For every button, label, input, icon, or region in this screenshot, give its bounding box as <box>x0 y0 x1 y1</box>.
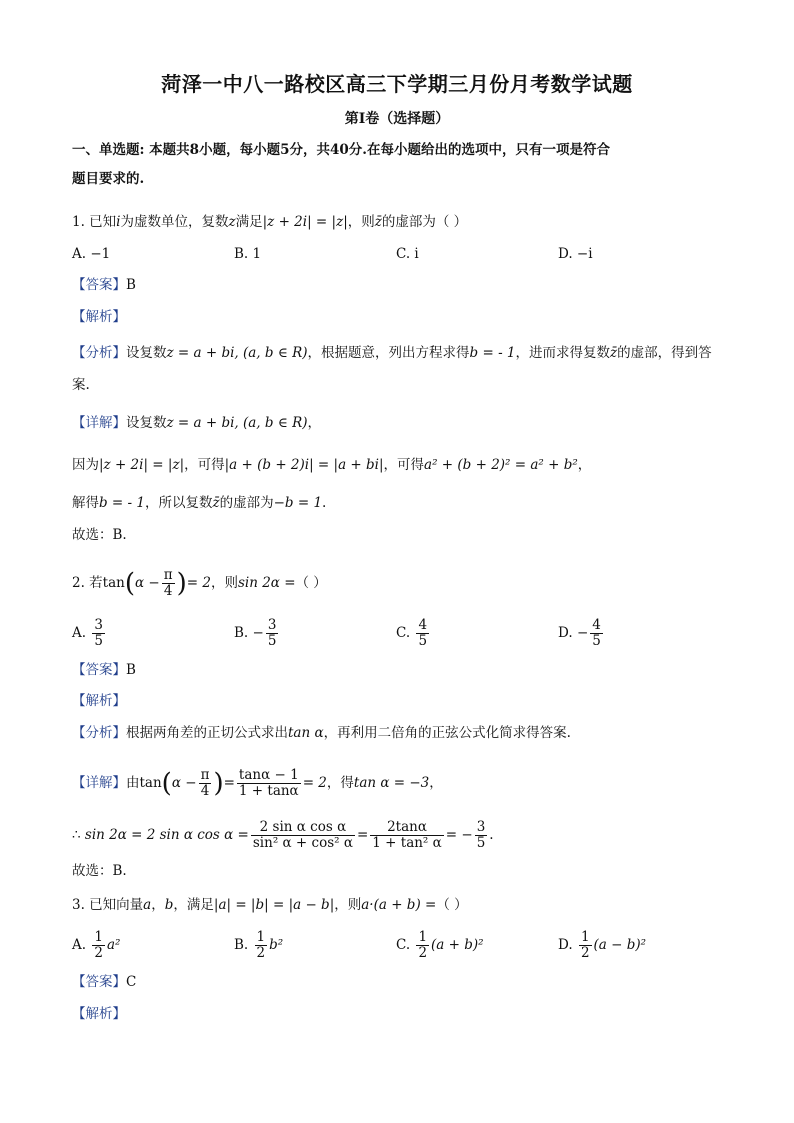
q2-analysis-label: 【解析】 <box>72 693 126 709</box>
q1-because: 因为|z + 2i| = |z|，可得|a + (b + 2)i| = |a + bi|，可得a² + (b + 2)² = a² + b²， <box>72 457 592 473</box>
q1-choose: 故选：B. <box>72 527 127 543</box>
q2-answer: 【答案】B <box>72 662 136 678</box>
q2-stem: 2. 若tan(α − $\frac{\pi}{4}$ )= 2，则sin 2α =（ ） <box>72 567 327 599</box>
q2-fenxi: 【分析】根据两角差的正切公式求出tan α，再利用二倍角的正弦公式化简求得答案. <box>72 725 571 741</box>
q2-option-d: D. − $\frac{4}{5}$ <box>558 617 601 649</box>
q1-answer: 【答案】B <box>72 277 136 293</box>
q1-fenxi-cont: 案. <box>72 377 90 393</box>
q3-option-d: D. $\frac{1}{2}$ (a − b)² <box>558 929 647 961</box>
q1-fenxi: 【分析】设复数z = a + bi, (a, b ∈ R)，根据题意，列出方程求得b = - 1，进而求得复数z̄的虚部，得到答 <box>72 345 712 361</box>
q3-analysis-label: 【解析】 <box>72 1006 126 1022</box>
q3-option-a: A. $\frac{1}{2}$ a² <box>72 929 121 961</box>
q2-sin-derivation: ∴ sin 2α = 2 sin α cos α = $\frac{\text{2 sin α cos α}}{\text{sin² α + cos² α}}$ = $\frac{2\tan\alpha}{\text{1 + tan² α}}$ = − $\frac{3}{5}$ . <box>72 819 494 851</box>
q2-detail: 【详解】由tan(α − $\frac{\pi}{4}$ )= $\frac{\tan\alpha - 1}{1 + \tan\alpha}$ = 2，得tan α = −3， <box>72 767 443 799</box>
q3-option-b: B. $\frac{1}{2}$ b² <box>234 929 284 961</box>
page-title: 菏泽一中八一路校区高三下学期三月份月考数学试题 <box>161 72 633 96</box>
q1-option-d: D. −i <box>558 246 593 262</box>
q1-solve: 解得b = - 1，所以复数z̄的虚部为−b = 1. <box>72 495 327 511</box>
q1-stem: 1. 已知i为虚数单位，复数z满足|z + 2i| = |z|，则z̄的虚部为（ ） <box>72 214 468 230</box>
q1-option-a: A. −1 <box>72 246 111 262</box>
q2-option-b: B. − $\frac{3}{5}$ <box>234 617 277 649</box>
q1-option-c: C. i <box>396 246 419 262</box>
section-heading-line2: 题目要求的. <box>72 171 145 187</box>
q2-choose: 故选：B. <box>72 863 127 879</box>
q1-analysis-label: 【解析】 <box>72 309 126 325</box>
page-subtitle: 第I卷（选择题） <box>344 111 450 127</box>
q1-detail: 【详解】设复数z = a + bi, (a, b ∈ R)， <box>72 415 322 431</box>
q3-answer: 【答案】C <box>72 974 137 990</box>
q2-option-c: C. $\frac{4}{5}$ <box>396 617 428 649</box>
q2-stem-fraction: $\frac{\pi}{4}$ <box>163 567 173 599</box>
q3-option-c: C. $\frac{1}{2}$ (a + b)² <box>396 929 484 961</box>
q2-option-a: A. $\frac{3}{5}$ <box>72 617 103 649</box>
q3-stem: 3. 已知向量a，b，满足|a| = |b| = |a − b|，则a·(a + b) =（ ） <box>72 897 468 913</box>
section-heading-line1: 一、单选题: 本题共8小题，每小题5分，共40分.在每小题给出的选项中，只有一项是符合 <box>72 142 610 158</box>
q1-option-b: B. 1 <box>234 246 262 262</box>
